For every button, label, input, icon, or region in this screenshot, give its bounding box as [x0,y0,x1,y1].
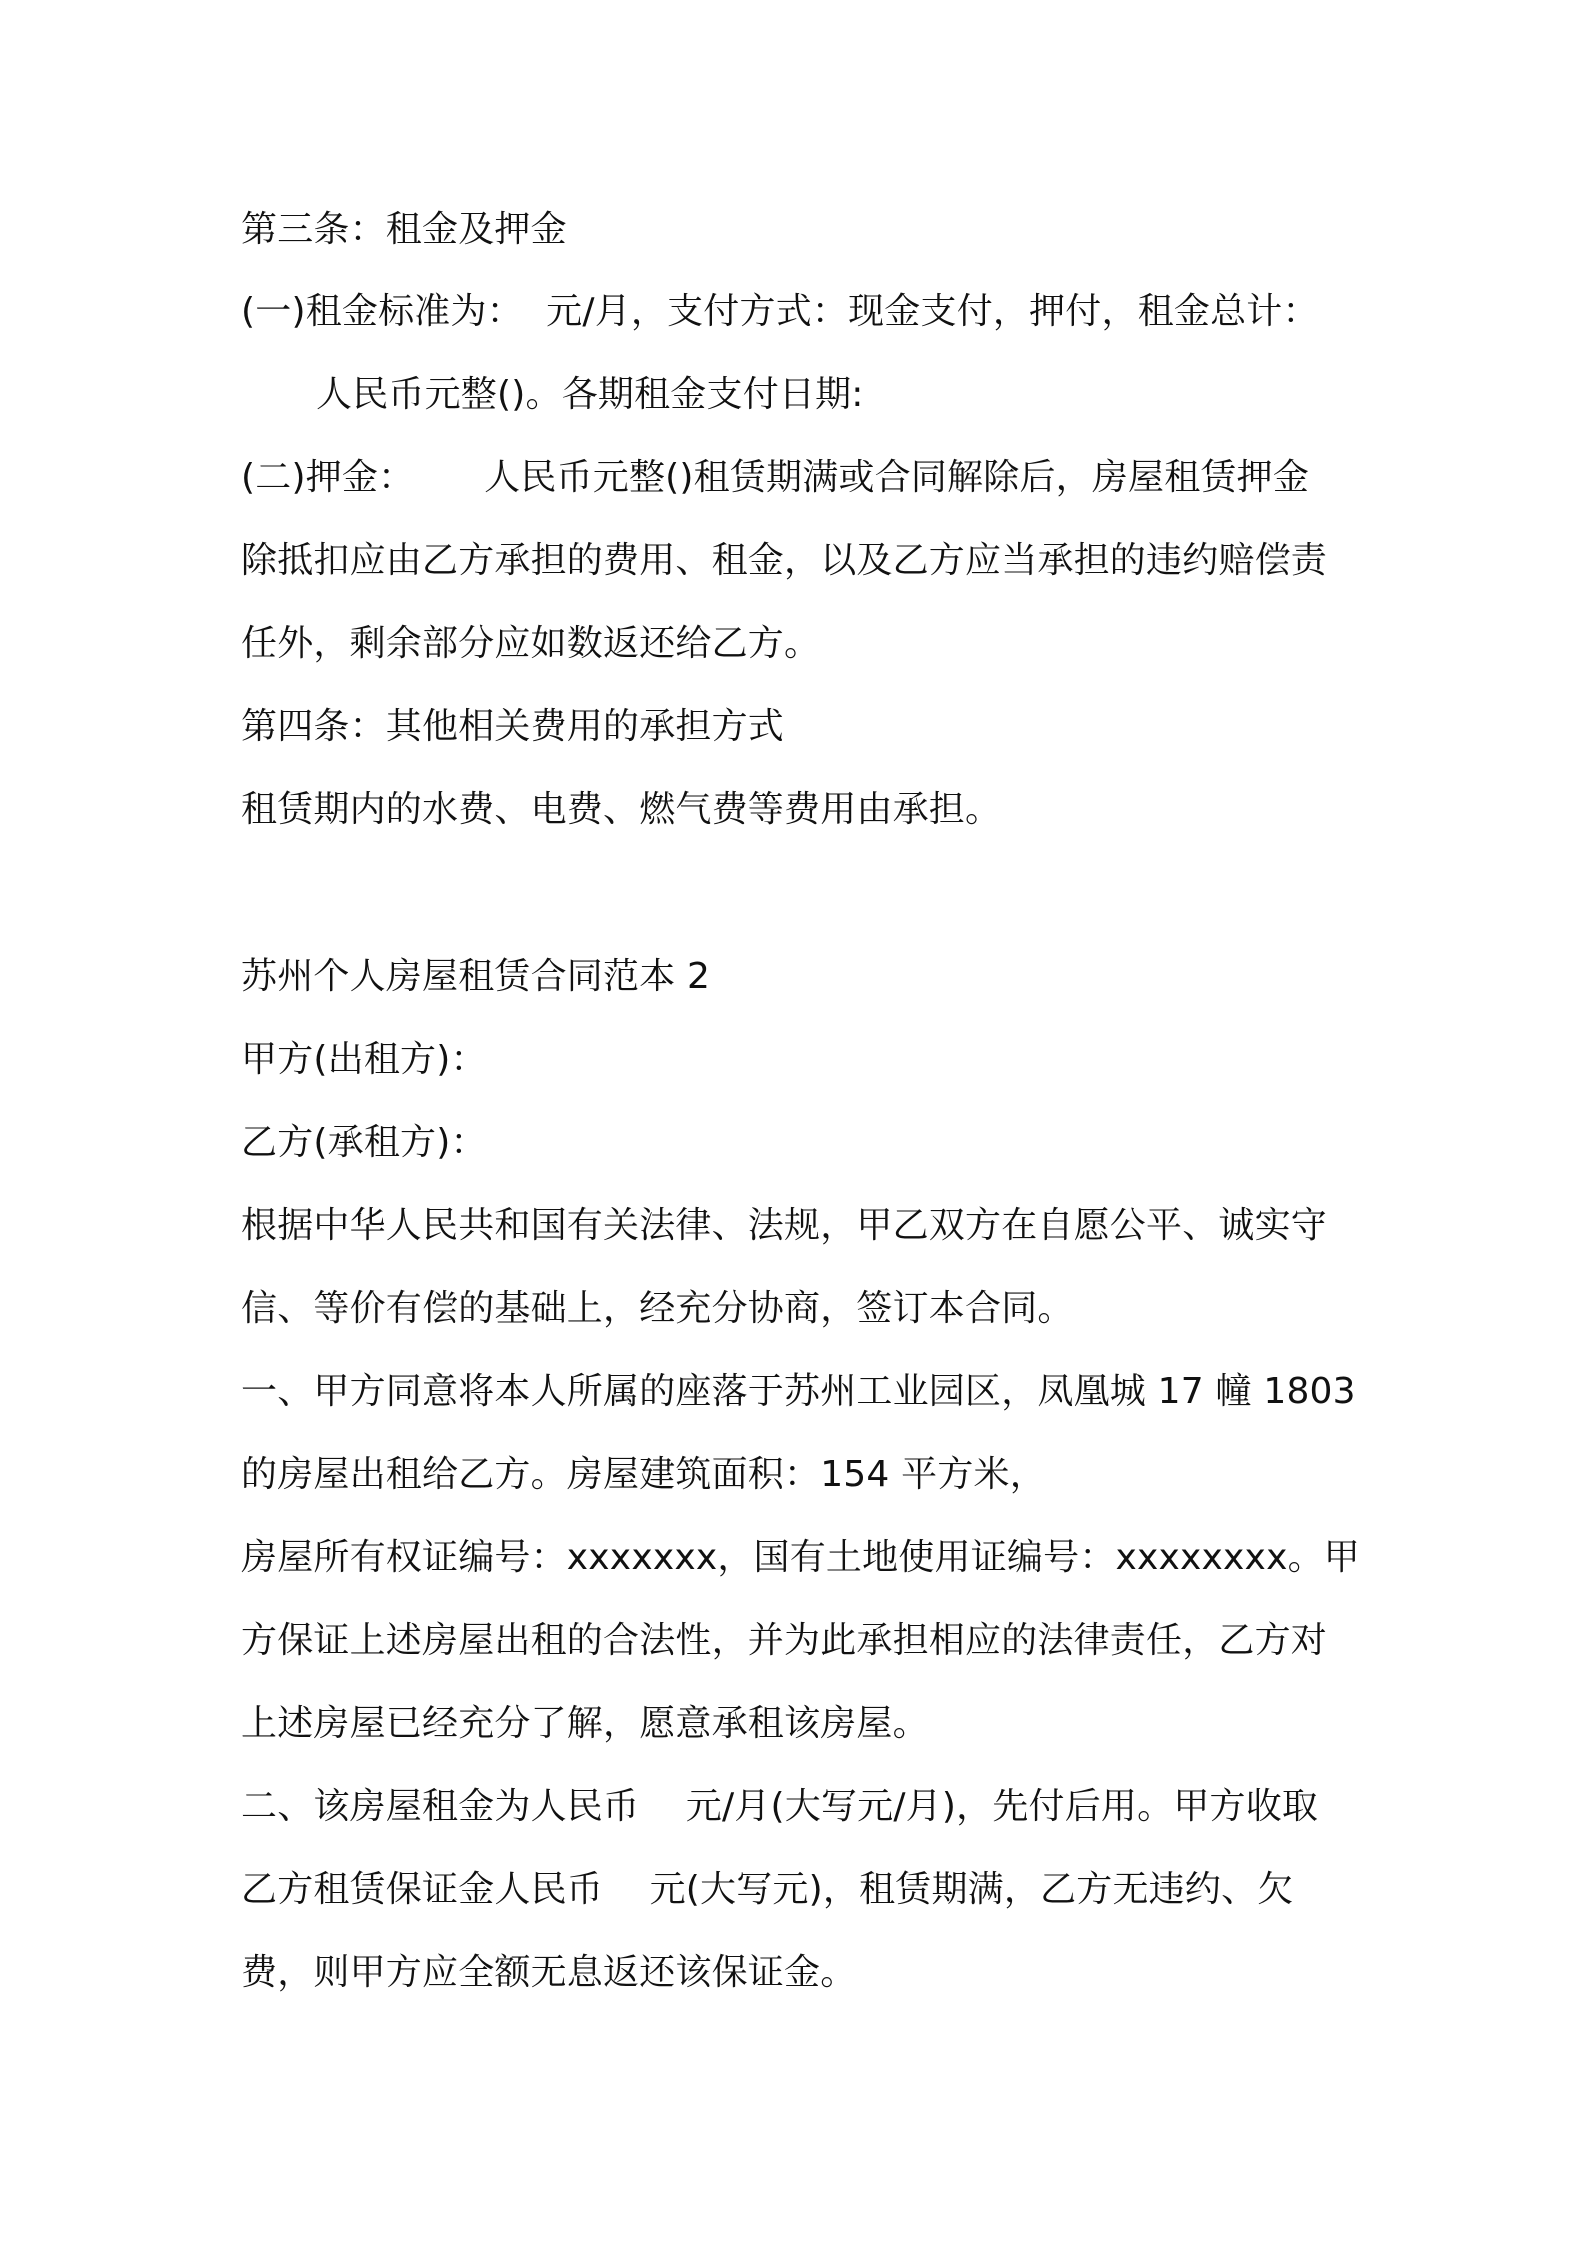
certificate-number-line: 房屋所有权证编号：xxxxxxx，国有土地使用证编号：xxxxxxxx。甲 [241,1537,1360,1578]
clause-one-line: 一、甲方同意将本人所属的座落于苏州工业园区，凤凰城 17 幢 1803 [241,1371,1356,1412]
deposit-return-line: 任外，剩余部分应如数返还给乙方。 [241,623,821,664]
article-three-heading: 第三条：租金及押金 [241,209,567,250]
legality-guarantee-line: 方保证上述房屋出租的合法性，并为此承担相应的法律责任，乙方对 [241,1620,1328,1661]
clause-two-rent-line: 二、该房屋租金为人民币 元/月(大写元/月)，先付后用。甲方收取 [241,1786,1319,1827]
party-a-line: 甲方(出租方)： [241,1039,487,1080]
building-area-line: 的房屋出租给乙方。房屋建筑面积：154 平方米， [241,1454,1046,1495]
party-b-line: 乙方(承租方)： [241,1122,487,1163]
rent-standard-line: (一)租金标准为： 元/月，支付方式：现金支付，押付，租金总计： [241,291,1319,332]
deposit-refund-line: 费，则甲方应全额无息返还该保证金。 [241,1952,857,1993]
deposit-deduction-line: 除抵扣应由乙方承担的费用、租金，以及乙方应当承担的违约赔偿责 [241,540,1328,581]
deposit-line: (二)押金： 人民币元整()租赁期满或合同解除后，房屋租赁押金 [241,457,1310,498]
article-four-heading: 第四条：其他相关费用的承担方式 [241,706,785,747]
rent-payment-date-line: 人民币元整()。各期租金支付日期: [316,374,864,415]
utility-costs-line: 租赁期内的水费、电费、燃气费等费用由承担。 [241,789,1002,830]
security-deposit-line: 乙方租赁保证金人民币 元(大写元)，租赁期满，乙方无违约、欠 [241,1869,1294,1910]
agreement-basis-line: 信、等价有偿的基础上，经充分协商，签订本合同。 [241,1288,1074,1329]
legal-basis-line: 根据中华人民共和国有关法律、法规，甲乙双方在自愿公平、诚实守 [241,1205,1328,1246]
contract-template-title: 苏州个人房屋租赁合同范本 2 [241,956,711,997]
tenant-understanding-line: 上述房屋已经充分了解，愿意承租该房屋。 [241,1703,929,1744]
